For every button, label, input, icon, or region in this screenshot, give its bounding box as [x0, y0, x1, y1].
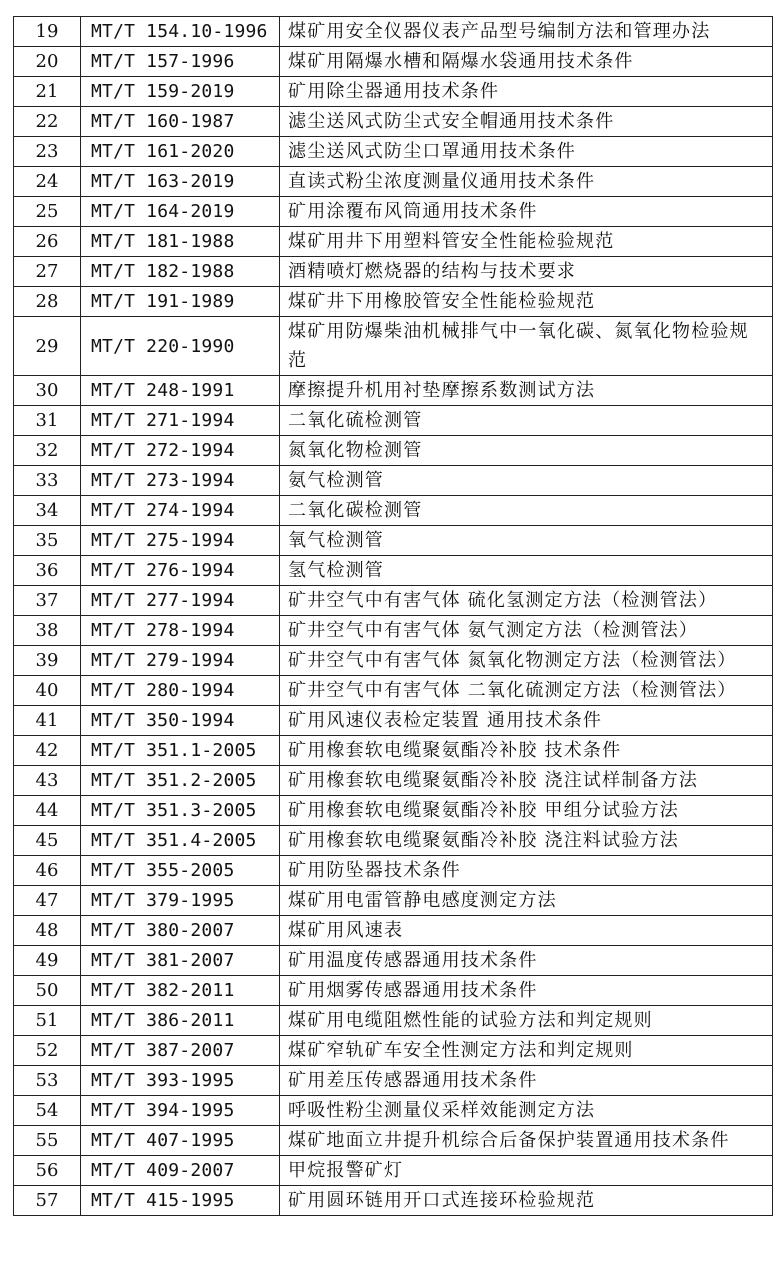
row-number: 32	[14, 436, 81, 466]
standard-title: 矿用差压传感器通用技术条件	[280, 1066, 773, 1096]
standard-code: MT/T 275-1994	[81, 526, 280, 556]
standard-code: MT/T 279-1994	[81, 646, 280, 676]
row-number: 28	[14, 287, 81, 317]
standard-code: MT/T 386-2011	[81, 1006, 280, 1036]
table-row	[14, 406, 773, 436]
standard-title: 酒精喷灯燃烧器的结构与技术要求	[280, 257, 773, 287]
table-row	[14, 496, 773, 526]
standard-title: 煤矿用井下用塑料管安全性能检验规范	[280, 227, 773, 257]
table-row	[14, 197, 773, 227]
row-number: 26	[14, 227, 81, 257]
standard-code: MT/T 191-1989	[81, 287, 280, 317]
standard-code: MT/T 393-1995	[81, 1066, 280, 1096]
standard-title: 滤尘送风式防尘口罩通用技术条件	[280, 137, 773, 167]
table-row	[14, 796, 773, 826]
standard-title: 氢气检测管	[280, 556, 773, 586]
row-number: 37	[14, 586, 81, 616]
row-number: 57	[14, 1186, 81, 1216]
standard-code: MT/T 157-1996	[81, 47, 280, 77]
table-row	[14, 856, 773, 886]
standards-table	[13, 16, 773, 1216]
standard-title: 煤矿用防爆柴油机械排气中一氧化碳、氮氧化物检验规范	[280, 317, 773, 376]
standard-title: 甲烷报警矿灯	[280, 1156, 773, 1186]
row-number: 33	[14, 466, 81, 496]
row-number: 55	[14, 1126, 81, 1156]
standard-title: 氨气检测管	[280, 466, 773, 496]
row-number: 53	[14, 1066, 81, 1096]
row-number: 50	[14, 976, 81, 1006]
standard-title: 氮氧化物检测管	[280, 436, 773, 466]
row-number: 43	[14, 766, 81, 796]
standard-title: 矿用温度传感器通用技术条件	[280, 946, 773, 976]
table-row	[14, 886, 773, 916]
standards-table-body	[14, 17, 773, 1216]
standard-code: MT/T 407-1995	[81, 1126, 280, 1156]
standard-code: MT/T 379-1995	[81, 886, 280, 916]
standard-title: 二氧化硫检测管	[280, 406, 773, 436]
table-row	[14, 287, 773, 317]
row-number: 51	[14, 1006, 81, 1036]
table-row	[14, 436, 773, 466]
standard-title: 矿用橡套软电缆聚氨酯冷补胶 技术条件	[280, 736, 773, 766]
table-row	[14, 257, 773, 287]
table-row	[14, 916, 773, 946]
table-row	[14, 167, 773, 197]
table-row	[14, 137, 773, 167]
row-number: 25	[14, 197, 81, 227]
standard-title: 矿用橡套软电缆聚氨酯冷补胶 甲组分试验方法	[280, 796, 773, 826]
standard-code: MT/T 161-2020	[81, 137, 280, 167]
standard-code: MT/T 154.10-1996	[81, 17, 280, 47]
table-row	[14, 1126, 773, 1156]
row-number: 23	[14, 137, 81, 167]
table-row	[14, 1036, 773, 1066]
table-row	[14, 47, 773, 77]
standard-code: MT/T 272-1994	[81, 436, 280, 466]
row-number: 22	[14, 107, 81, 137]
standard-code: MT/T 351.4-2005	[81, 826, 280, 856]
standard-title: 煤矿地面立井提升机综合后备保护装置通用技术条件	[280, 1126, 773, 1156]
standard-code: MT/T 271-1994	[81, 406, 280, 436]
table-row	[14, 107, 773, 137]
standard-code: MT/T 381-2007	[81, 946, 280, 976]
table-row	[14, 466, 773, 496]
table-row	[14, 1096, 773, 1126]
row-number: 36	[14, 556, 81, 586]
row-number: 38	[14, 616, 81, 646]
standard-title: 呼吸性粉尘测量仪采样效能测定方法	[280, 1096, 773, 1126]
table-row	[14, 1066, 773, 1096]
standard-title: 矿用烟雾传感器通用技术条件	[280, 976, 773, 1006]
row-number: 20	[14, 47, 81, 77]
standard-code: MT/T 163-2019	[81, 167, 280, 197]
row-number: 24	[14, 167, 81, 197]
row-number: 42	[14, 736, 81, 766]
standard-code: MT/T 415-1995	[81, 1186, 280, 1216]
standard-title: 矿井空气中有害气体 氨气测定方法（检测管法）	[280, 616, 773, 646]
row-number: 54	[14, 1096, 81, 1126]
row-number: 52	[14, 1036, 81, 1066]
table-row	[14, 946, 773, 976]
row-number: 40	[14, 676, 81, 706]
row-number: 41	[14, 706, 81, 736]
table-row	[14, 766, 773, 796]
standard-title: 直读式粉尘浓度测量仪通用技术条件	[280, 167, 773, 197]
standard-title: 煤矿窄轨矿车安全性测定方法和判定规则	[280, 1036, 773, 1066]
standard-title: 摩擦提升机用衬垫摩擦系数测试方法	[280, 376, 773, 406]
row-number: 56	[14, 1156, 81, 1186]
standard-code: MT/T 409-2007	[81, 1156, 280, 1186]
table-row	[14, 826, 773, 856]
table-row	[14, 616, 773, 646]
standard-title: 矿井空气中有害气体 二氧化硫测定方法（检测管法）	[280, 676, 773, 706]
row-number: 39	[14, 646, 81, 676]
table-row	[14, 586, 773, 616]
row-number: 34	[14, 496, 81, 526]
row-number: 35	[14, 526, 81, 556]
standard-title: 矿用防坠器技术条件	[280, 856, 773, 886]
row-number: 47	[14, 886, 81, 916]
row-number: 46	[14, 856, 81, 886]
standard-code: MT/T 380-2007	[81, 916, 280, 946]
standard-code: MT/T 181-1988	[81, 227, 280, 257]
standard-title: 矿用圆环链用开口式连接环检验规范	[280, 1186, 773, 1216]
table-row	[14, 376, 773, 406]
table-row	[14, 1186, 773, 1216]
table-row	[14, 736, 773, 766]
row-number: 44	[14, 796, 81, 826]
standard-title: 二氧化碳检测管	[280, 496, 773, 526]
row-number: 19	[14, 17, 81, 47]
standard-code: MT/T 350-1994	[81, 706, 280, 736]
table-row	[14, 77, 773, 107]
standard-title: 煤矿用电缆阻燃性能的试验方法和判定规则	[280, 1006, 773, 1036]
standard-code: MT/T 182-1988	[81, 257, 280, 287]
table-row	[14, 976, 773, 1006]
standard-code: MT/T 274-1994	[81, 496, 280, 526]
standard-code: MT/T 278-1994	[81, 616, 280, 646]
table-row	[14, 706, 773, 736]
standard-code: MT/T 159-2019	[81, 77, 280, 107]
standard-code: MT/T 276-1994	[81, 556, 280, 586]
standard-title: 矿用涂覆布风筒通用技术条件	[280, 197, 773, 227]
standard-title: 矿井空气中有害气体 硫化氢测定方法（检测管法）	[280, 586, 773, 616]
table-row	[14, 646, 773, 676]
standard-title: 煤矿井下用橡胶管安全性能检验规范	[280, 287, 773, 317]
row-number: 27	[14, 257, 81, 287]
standard-code: MT/T 351.1-2005	[81, 736, 280, 766]
table-row	[14, 1156, 773, 1186]
row-number: 29	[14, 317, 81, 376]
standard-title: 氧气检测管	[280, 526, 773, 556]
standard-title: 矿用橡套软电缆聚氨酯冷补胶 浇注试样制备方法	[280, 766, 773, 796]
standard-code: MT/T 382-2011	[81, 976, 280, 1006]
standard-code: MT/T 273-1994	[81, 466, 280, 496]
standard-title: 矿井空气中有害气体 氮氧化物测定方法（检测管法）	[280, 646, 773, 676]
standard-code: MT/T 220-1990	[81, 317, 280, 376]
standard-code: MT/T 160-1987	[81, 107, 280, 137]
table-row	[14, 676, 773, 706]
standard-code: MT/T 277-1994	[81, 586, 280, 616]
table-row	[14, 1006, 773, 1036]
standard-code: MT/T 280-1994	[81, 676, 280, 706]
standard-code: MT/T 164-2019	[81, 197, 280, 227]
table-row	[14, 227, 773, 257]
row-number: 21	[14, 77, 81, 107]
row-number: 48	[14, 916, 81, 946]
standard-title: 煤矿用隔爆水槽和隔爆水袋通用技术条件	[280, 47, 773, 77]
standard-title: 矿用除尘器通用技术条件	[280, 77, 773, 107]
standard-code: MT/T 351.2-2005	[81, 766, 280, 796]
row-number: 45	[14, 826, 81, 856]
row-number: 49	[14, 946, 81, 976]
row-number: 30	[14, 376, 81, 406]
table-row	[14, 17, 773, 47]
standard-title: 煤矿用电雷管静电感度测定方法	[280, 886, 773, 916]
standard-code: MT/T 248-1991	[81, 376, 280, 406]
standard-title: 煤矿用安全仪器仪表产品型号编制方法和管理办法	[280, 17, 773, 47]
standard-code: MT/T 351.3-2005	[81, 796, 280, 826]
standard-code: MT/T 394-1995	[81, 1096, 280, 1126]
standard-title: 煤矿用风速表	[280, 916, 773, 946]
standard-code: MT/T 355-2005	[81, 856, 280, 886]
standard-title: 矿用橡套软电缆聚氨酯冷补胶 浇注料试验方法	[280, 826, 773, 856]
table-row	[14, 556, 773, 586]
standard-title: 滤尘送风式防尘式安全帽通用技术条件	[280, 107, 773, 137]
standard-code: MT/T 387-2007	[81, 1036, 280, 1066]
standard-title: 矿用风速仪表检定装置 通用技术条件	[280, 706, 773, 736]
row-number: 31	[14, 406, 81, 436]
table-row	[14, 526, 773, 556]
table-row	[14, 317, 773, 376]
